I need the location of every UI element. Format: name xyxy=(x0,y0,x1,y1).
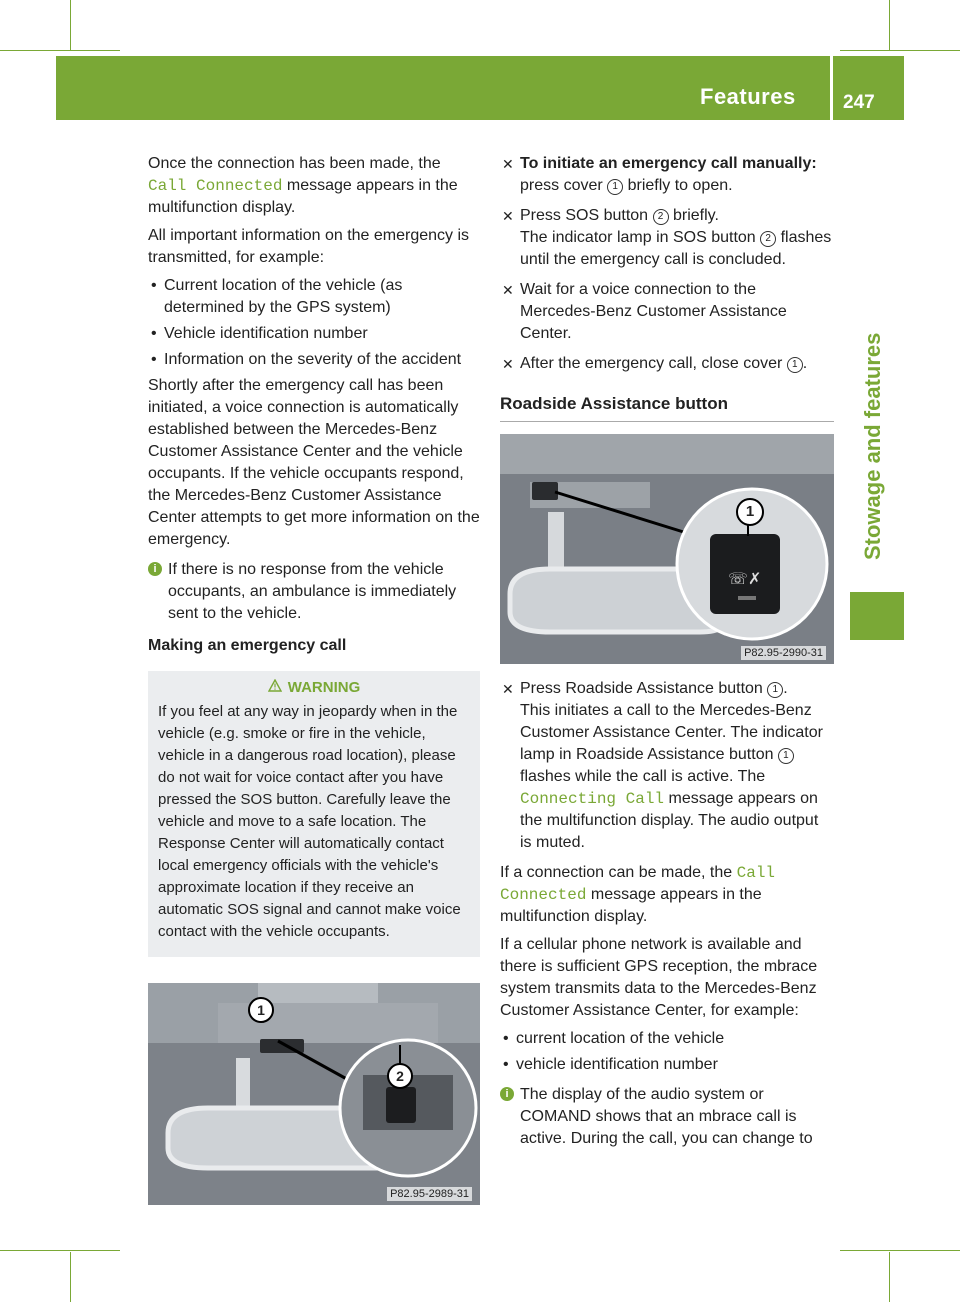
subheading: Making an emergency call xyxy=(148,637,347,654)
display-message: Call Connected xyxy=(500,864,776,904)
info-note xyxy=(148,559,480,625)
warning-text: If you feel at any way in jeopardy when in the vehicle (e.g. smoke or fire in the vehicle, vehicle in a dangerous road location), please do not wait for voice contact after you have pressed the SOS button. Carefully leave the vehicle and move to a safe location. The Response Center will automatically contact local emergency officials with the vehicle's approximate location if they receive an automatic SOS signal and cannot make voice contact with the vehicle occupants. xyxy=(158,703,461,940)
text: If a connection can be made, the xyxy=(500,864,733,881)
text: message appears in the multifunction display. xyxy=(500,886,762,925)
instruction-step xyxy=(500,153,834,197)
callout-1: 1 xyxy=(736,498,764,526)
text: flashes until the emergency call is concluded. xyxy=(520,229,832,268)
text: The indicator lamp in SOS button xyxy=(520,229,756,246)
section-heading: Roadside Assistance button xyxy=(500,393,834,422)
text: . xyxy=(802,355,808,372)
step-arrow-icon: ✕ xyxy=(502,282,514,298)
crop-mark xyxy=(0,1250,120,1251)
crop-mark xyxy=(840,1250,960,1251)
paragraph xyxy=(500,862,834,928)
callout-1: 1 xyxy=(248,997,274,1023)
crop-mark xyxy=(70,1252,71,1302)
header-divider xyxy=(830,56,833,120)
text: After the emergency call, close cover xyxy=(520,355,783,372)
circled-number-1: 1 xyxy=(778,748,794,764)
note-text: If there is no response from the vehicle occupants, an ambulance is immediately sent to the vehicle. xyxy=(168,561,457,622)
step-arrow-icon: ✕ xyxy=(502,356,514,372)
step-bold: To initiate an emergency call manually: xyxy=(520,155,817,172)
paragraph: All important information on the emergency is transmitted, for example: xyxy=(148,227,470,266)
step-arrow-icon: ✕ xyxy=(502,681,514,697)
crop-mark xyxy=(70,0,71,50)
circled-number-2: 2 xyxy=(653,209,669,225)
note-text: The display of the audio system or COMAND shows that an mbrace call is active. During the call, you can change to xyxy=(520,1086,813,1147)
roadside-button-photo xyxy=(500,434,834,664)
text: briefly. xyxy=(672,207,719,224)
crop-mark xyxy=(840,50,960,51)
text: flashes while the call is active. The xyxy=(520,768,766,785)
right-column xyxy=(500,153,834,1158)
display-message: Call Connected xyxy=(148,177,283,195)
text: message appears on the multifunction display. The audio output is muted. xyxy=(520,790,819,851)
text: Wait for a voice connection to the Mercedes-Benz Customer Assistance Center. xyxy=(520,281,787,342)
side-tab-block xyxy=(850,592,904,640)
circled-number-2: 2 xyxy=(760,231,776,247)
list-item: • current location of the vehicle xyxy=(500,1028,834,1050)
console-illustration xyxy=(148,983,480,1205)
info-note xyxy=(500,1084,834,1150)
info-icon: i xyxy=(500,1087,514,1101)
warning-title: WARNING xyxy=(287,679,361,696)
overhead-console-photo xyxy=(148,983,480,1205)
instruction-step xyxy=(500,205,834,271)
text: briefly to open. xyxy=(627,177,733,194)
paragraph: Shortly after the emergency call has been initiated, a voice connection is automatically established between the Mercedes-Benz Customer Assistance Center and the vehicle occupants. If the vehicle occupants respond, the Mercedes-Benz Customer Assistance Center attempts to get more information on the emergency. xyxy=(148,377,480,548)
text: press cover xyxy=(520,177,603,194)
crop-mark xyxy=(0,50,120,51)
paragraph: If a cellular phone network is available and there is sufficient GPS reception, the mbrace system transmits data to the Mercedes-Benz Customer Assistance Center, for example: xyxy=(500,936,818,1019)
list-item: • Current location of the vehicle (as determined by the GPS system) xyxy=(148,275,480,319)
list-item: • vehicle identification number xyxy=(500,1054,834,1076)
svg-text:☏✗: ☏✗ xyxy=(728,569,762,588)
text: Once the connection has been made, the xyxy=(148,155,441,172)
photo-code: P82.95-2990-31 xyxy=(741,646,826,660)
warning-box xyxy=(148,671,480,957)
step-arrow-icon: ✕ xyxy=(502,156,514,172)
text: Press Roadside Assistance button xyxy=(520,680,763,697)
display-message: Connecting Call xyxy=(520,790,665,808)
side-label-text: Stowage and features xyxy=(860,332,885,560)
circled-number-1: 1 xyxy=(787,357,803,373)
instruction-step xyxy=(500,678,834,854)
list-item: • Vehicle identification number xyxy=(148,323,480,345)
page-number: 247 xyxy=(843,92,875,113)
left-column xyxy=(148,153,480,1205)
list-item: • Information on the severity of the accident xyxy=(148,349,480,371)
step-arrow-icon: ✕ xyxy=(502,208,514,224)
crop-mark xyxy=(889,0,890,50)
info-icon: i xyxy=(148,562,162,576)
callout-2: 2 xyxy=(387,1063,413,1089)
text: message appears in the multifunction display. xyxy=(148,177,458,216)
paragraph xyxy=(148,153,480,219)
text: This initiates a call to the Mercedes-Benz Customer Assistance Center. The indicator lamp in Roadside Assistance button xyxy=(520,702,823,763)
text: Press SOS button xyxy=(520,207,649,224)
text: . xyxy=(783,680,788,697)
crop-mark xyxy=(889,1252,890,1302)
photo-code: P82.95-2989-31 xyxy=(387,1187,472,1201)
circled-number-1: 1 xyxy=(767,682,783,698)
warning-triangle-icon xyxy=(268,677,282,699)
roadside-illustration xyxy=(500,434,834,664)
circled-number-1: 1 xyxy=(607,179,623,195)
warning-heading xyxy=(158,677,470,699)
instruction-step xyxy=(500,279,834,345)
instruction-step xyxy=(500,353,834,375)
section-title: Features xyxy=(700,84,796,109)
